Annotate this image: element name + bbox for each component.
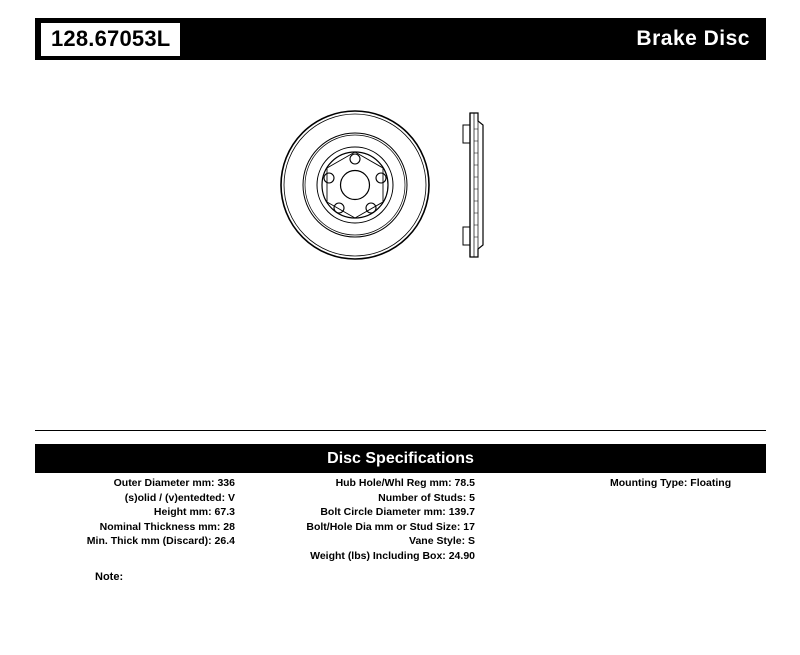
spec-item: Bolt Circle Diameter mm: 139.7 (320, 506, 475, 519)
rotor-edge-view (463, 113, 483, 257)
spec-item: Outer Diameter mm: 336 (113, 477, 235, 489)
rotor-face-view (281, 111, 429, 259)
spec-item: Bolt/Hole Dia mm or Stud Size: 17 (306, 520, 475, 533)
header-bar (35, 18, 766, 60)
spec-column-right (515, 476, 766, 491)
spec-item: Weight (lbs) Including Box: 24.90 (310, 549, 475, 562)
spec-section-header: Disc Specifications (35, 444, 766, 473)
rotor-drawing-svg (280, 95, 540, 285)
spec-item: Mounting Type: Floating (610, 477, 732, 489)
spec-item: Number of Studs: 5 (378, 491, 475, 504)
spec-item: Hub Hole/Whl Reg mm: 78.5 (335, 477, 475, 489)
spec-column-left (35, 476, 235, 549)
section-divider (35, 430, 766, 431)
spec-column-middle (245, 476, 475, 564)
spec-item: Vane Style: S (409, 535, 475, 548)
part-number: 128.67053L (41, 23, 180, 56)
page-title: Brake Disc (636, 27, 750, 50)
spec-item: Nominal Thickness mm: 28 (99, 520, 235, 533)
spec-item: (s)olid / (v)entedted: V (124, 491, 235, 504)
note-label: Note: (95, 571, 124, 583)
spec-body (35, 476, 766, 576)
rotor-drawing (280, 95, 540, 285)
spec-item: Min. Thick mm (Discard): 26.4 (86, 535, 235, 548)
spec-item: Height mm: 67.3 (153, 506, 235, 519)
